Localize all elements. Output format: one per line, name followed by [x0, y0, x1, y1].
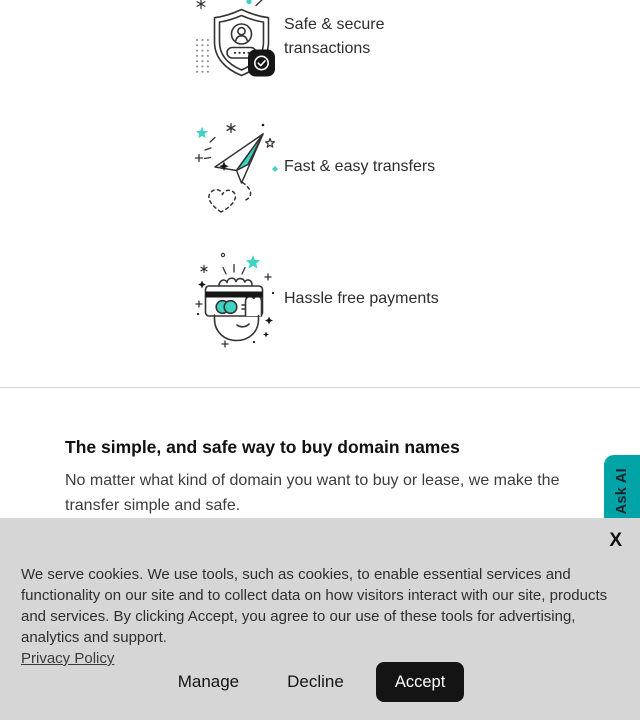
shield-user-icon — [193, 0, 285, 91]
accept-button[interactable]: Accept — [376, 662, 464, 702]
feature-label-hassle-free: Hassle free payments — [284, 290, 439, 307]
privacy-policy-link[interactable]: Privacy Policy — [21, 650, 115, 667]
hand-card-icon — [193, 248, 285, 353]
close-icon[interactable]: X — [605, 528, 626, 554]
cookie-button-row — [0, 662, 640, 702]
paper-plane-icon — [191, 120, 283, 221]
feature-label-fast-transfers: Fast & easy transfers — [284, 158, 436, 175]
decline-button[interactable]: Decline — [285, 668, 346, 696]
section-divider — [0, 387, 640, 388]
buy-section-heading: The simple, and safe way to buy domain names — [65, 436, 460, 457]
cookie-banner — [0, 518, 640, 720]
buy-section-body: No matter what kind of domain you want to buy or lease, we make the transfer simple and safe. — [65, 472, 560, 514]
cookie-message-block — [21, 564, 609, 669]
cookie-message: We serve cookies. We use tools, such as cookies, to enable essential services and functionality on our site and to collect data on how visitors interact with our site, products and services. By clicking Accept, you agree to our use of these tools for advertising, analytics and support. — [21, 566, 608, 646]
ask-ai-tab[interactable] — [604, 455, 640, 527]
ask-ai-label: Ask AI — [614, 467, 630, 515]
feature-label-safe-secure: Safe & secure transactions — [284, 16, 385, 57]
manage-button[interactable]: Manage — [176, 668, 241, 696]
